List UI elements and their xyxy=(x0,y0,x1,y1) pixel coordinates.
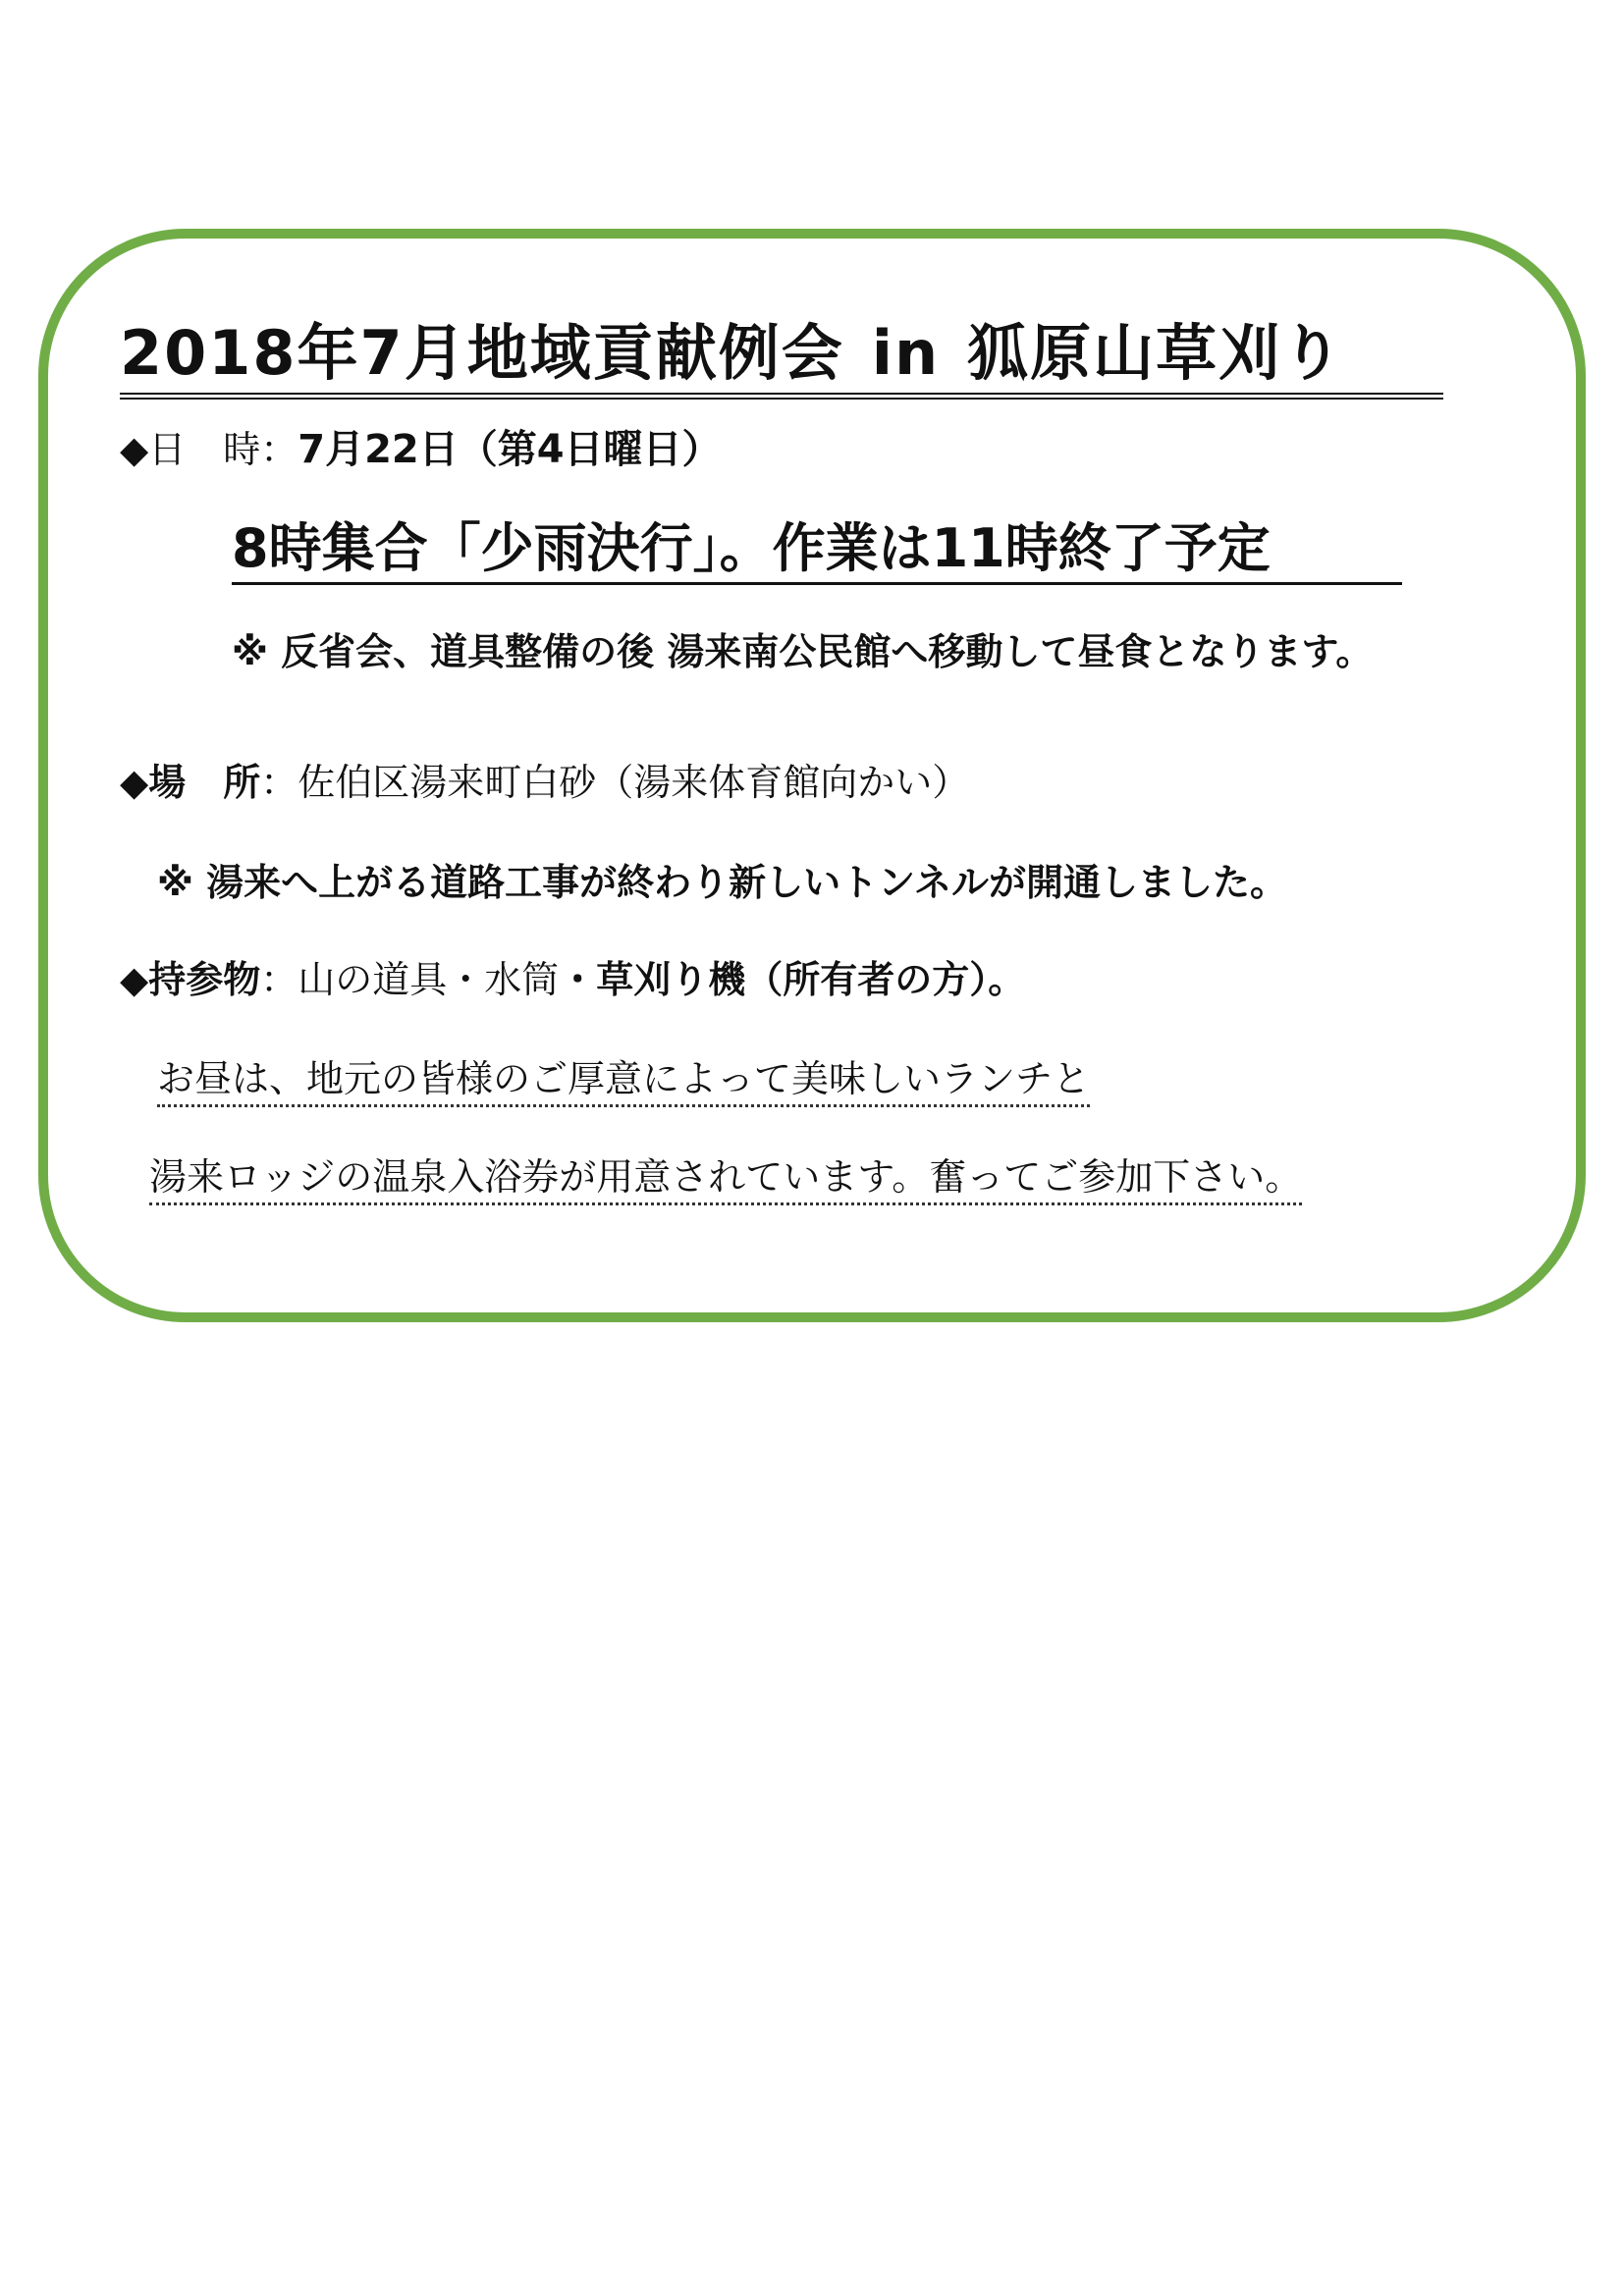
place-label: ◆場 所 xyxy=(120,761,261,804)
lunch-note: ※ 反省会、道具整備の後 湯来南公民館へ移動して昼食となります。 xyxy=(232,630,1374,673)
title-place: 狐原山草刈り xyxy=(967,317,1345,389)
bring-label: ◆持参物 xyxy=(120,958,261,1001)
page-title xyxy=(120,316,1443,400)
title-main: 2018年7月地域貢献例会 xyxy=(120,317,844,389)
tunnel-note: ※ 湯来へ上がる道路工事が終わり新しいトンネルが開通しました。 xyxy=(157,861,1288,904)
message-line-1: お昼は、地元の皆様のご厚意によって美味しいランチと xyxy=(157,1055,1090,1107)
meeting-time: 8時集合「少雨決行」。作業は11時終了予定 xyxy=(232,517,1402,585)
bring-row xyxy=(120,956,1025,1003)
bring-value-bold: ・草刈り機（所有者の方）。 xyxy=(559,958,1026,1001)
bring-value-plain: ：山の道具・水筒 xyxy=(260,958,560,1001)
message-line-2: 湯来ロッジの温泉入浴券が用意されています。奮ってご参加下さい。 xyxy=(149,1153,1302,1205)
date-label: ◆日 時： xyxy=(120,428,298,471)
place-value: ：佐伯区湯来町白砂（湯来体育館向かい） xyxy=(260,761,970,804)
place-row xyxy=(120,759,969,806)
date-row xyxy=(120,426,722,473)
title-in: in xyxy=(871,317,941,389)
date-value: 7月22日（第4日曜日） xyxy=(298,427,722,472)
